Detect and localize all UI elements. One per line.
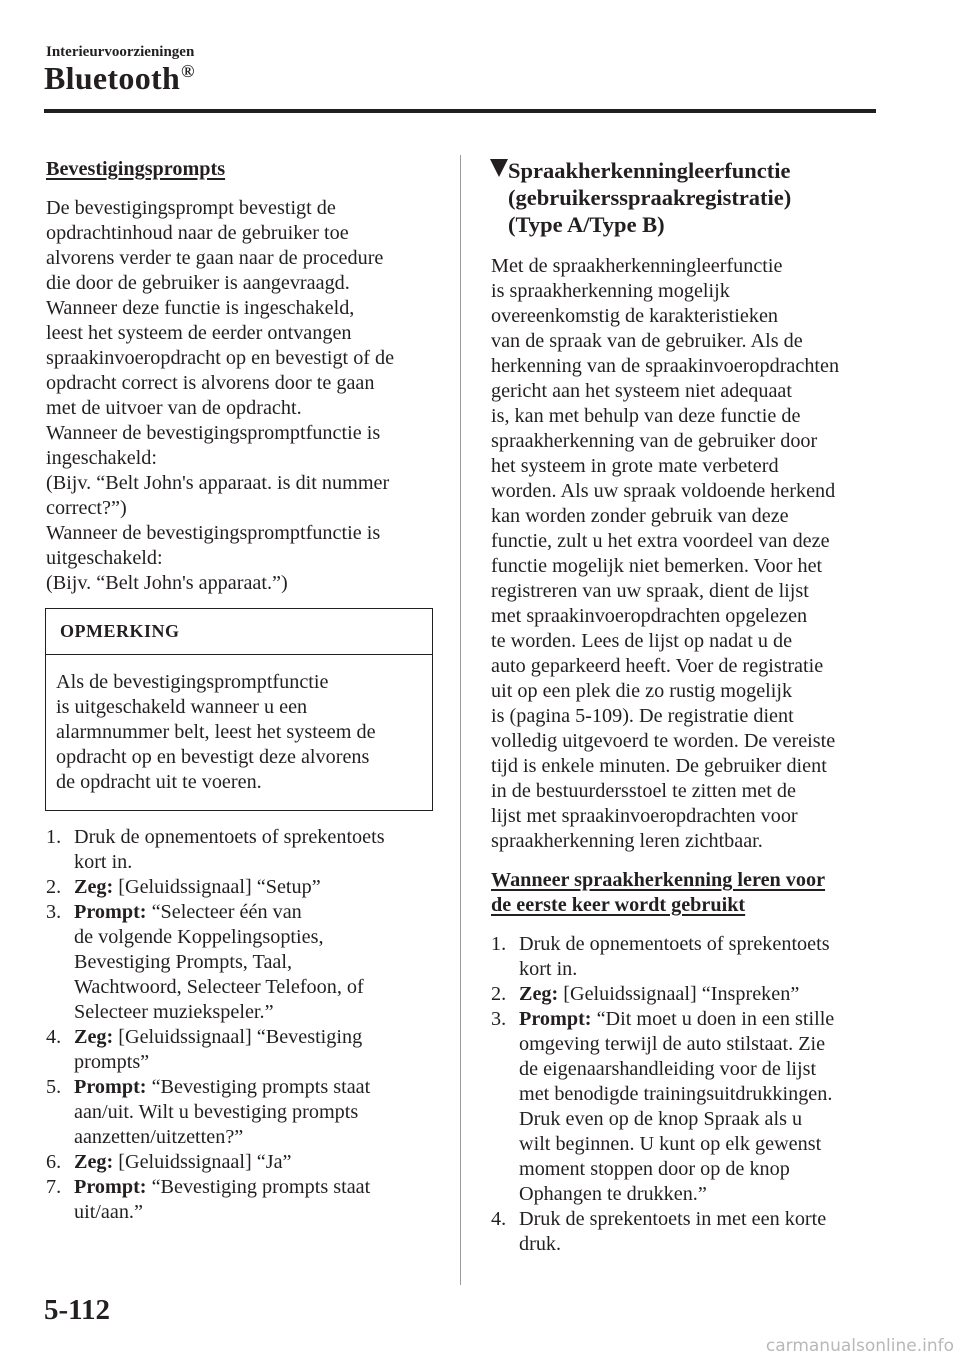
paragraph-line: Met de spraakherkenningleerfunctie xyxy=(491,255,783,277)
step-label: Prompt: xyxy=(519,1008,592,1030)
step-line xyxy=(74,900,438,925)
step-line: moment stoppen door op de knop xyxy=(519,1158,790,1180)
step-number: 2. xyxy=(46,876,62,898)
right-steps-list xyxy=(491,932,883,1257)
step-line: Druk even op de knop Spraak als u xyxy=(519,1108,803,1130)
voice-learning-text xyxy=(491,254,883,854)
step-number: 1. xyxy=(46,826,62,848)
paragraph-line: met de uitvoer van de opdracht. xyxy=(46,397,302,419)
paragraph-line: in de bestuurdersstoel te zitten met de xyxy=(491,780,796,802)
paragraph-line: te worden. Lees de lijst op nadat u de xyxy=(491,630,793,652)
step-number: 5. xyxy=(46,1076,62,1098)
watermark: carmanualsonline.info xyxy=(765,1336,954,1356)
step-label: Prompt: xyxy=(74,1176,147,1198)
paragraph-line: ingeschakeld: xyxy=(46,447,157,469)
page-title-text: Bluetooth xyxy=(44,60,181,96)
paragraph-line: is, kan met behulp van deze functie de xyxy=(491,405,801,427)
step-line xyxy=(74,1175,438,1200)
step-item xyxy=(46,1175,438,1225)
step-label: Zeg: xyxy=(519,983,559,1005)
confirmation-prompts-heading: Bevestigingsprompts xyxy=(46,158,226,180)
step-item xyxy=(46,1025,438,1075)
paragraph-line: De bevestigingsprompt bevestigt de xyxy=(46,197,336,219)
paragraph-line: functie, zult u het extra voordeel van deze xyxy=(491,530,830,552)
paragraph-line: van de spraak van de gebruiker. Als de xyxy=(491,330,803,352)
step-text: “Bevestiging prompts staat xyxy=(151,1076,371,1098)
paragraph-line: lijst met spraakinvoeropdrachten voor xyxy=(491,805,798,827)
step-label: Zeg: xyxy=(74,876,114,898)
step-item xyxy=(491,1007,883,1207)
section-title-line: Spraakherkenningleerfunctie xyxy=(508,158,791,183)
left-column xyxy=(46,157,438,1225)
paragraph-line: is spraakherkenning mogelijk xyxy=(491,280,730,302)
step-number: 3. xyxy=(491,1008,507,1030)
section-title-line: (Type A/Type B) xyxy=(508,212,665,237)
step-line: Druk de opnementoets of sprekentoets xyxy=(519,933,830,955)
step-text: “Selecteer één van xyxy=(151,901,302,923)
paragraph-line: met spraakinvoeropdrachten opgelezen xyxy=(491,605,808,627)
step-line: Druk de opnementoets of sprekentoets xyxy=(74,826,385,848)
paragraph-line: auto geparkeerd heeft. Voer de registratie xyxy=(491,655,824,677)
note-line: alarmnummer belt, leest het systeem de xyxy=(56,721,376,743)
step-text: “Bevestiging prompts staat xyxy=(151,1176,371,1198)
paragraph-line: registreren van uw spraak, dient de lijst xyxy=(491,580,809,602)
heading-line: de eerste keer wordt gebruikt xyxy=(491,894,746,916)
step-line: Druk de sprekentoets in met een korte xyxy=(519,1208,827,1230)
paragraph-line: Wanneer deze functie is ingeschakeld, xyxy=(46,297,355,319)
step-label: Prompt: xyxy=(74,1076,147,1098)
note-line: de opdracht uit te voeren. xyxy=(56,771,262,793)
step-number: 6. xyxy=(46,1151,62,1173)
step-line: kort in. xyxy=(519,958,578,980)
step-number: 7. xyxy=(46,1176,62,1198)
step-line: uit/aan.” xyxy=(74,1201,143,1223)
step-text: [Geluidssignaal] “Inspreken” xyxy=(563,983,800,1005)
step-item xyxy=(46,900,438,1025)
paragraph-line: gericht aan het systeem niet adequaat xyxy=(491,380,792,402)
step-label: Zeg: xyxy=(74,1026,114,1048)
right-column xyxy=(491,157,883,1257)
step-line xyxy=(74,1025,438,1050)
step-line: Ophangen te drukken.” xyxy=(519,1183,707,1205)
heading-line: Wanneer spraakherkenning leren voor xyxy=(491,869,826,891)
step-line xyxy=(519,1007,883,1032)
column-divider xyxy=(460,155,461,1285)
confirmation-prompts-text xyxy=(46,196,438,596)
paragraph-line: uit op een plek die zo rustig mogelijk xyxy=(491,680,793,702)
page-number: 5-112 xyxy=(44,1294,111,1326)
first-time-heading xyxy=(491,868,883,918)
step-item xyxy=(491,932,883,982)
paragraph-line: overeenkomstig de karakteristieken xyxy=(491,305,779,327)
header-rule xyxy=(44,109,876,113)
step-number: 4. xyxy=(491,1208,507,1230)
paragraph-line: worden. Als uw spraak voldoende herkend xyxy=(491,480,836,502)
paragraph-line: opdrachtinhoud naar de gebruiker toe xyxy=(46,222,349,244)
paragraph-line: alvorens verder te gaan naar de procedure xyxy=(46,247,384,269)
paragraph-line: uitgeschakeld: xyxy=(46,547,163,569)
step-line: prompts” xyxy=(74,1051,150,1073)
note-line: is uitgeschakeld wanneer u een xyxy=(56,696,308,718)
step-line: Bevestiging Prompts, Taal, xyxy=(74,951,293,973)
step-line: aanzetten/uitzetten?” xyxy=(74,1126,244,1148)
section-title-line: (gebruikersspraakregistratie) xyxy=(508,185,792,210)
section-triangle-icon xyxy=(490,159,508,177)
note-line: opdracht op en bevestigt deze alvorens xyxy=(56,746,370,768)
paragraph-line: correct?”) xyxy=(46,497,127,519)
step-number: 4. xyxy=(46,1026,62,1048)
step-item xyxy=(491,982,883,1007)
left-steps-list xyxy=(46,825,438,1225)
step-line: wilt beginnen. U kunt op elk gewenst xyxy=(519,1133,822,1155)
paragraph-line: (Bijv. “Belt John's apparaat.”) xyxy=(46,572,288,594)
paragraph-line: het systeem in grote mate verbeterd xyxy=(491,455,779,477)
step-text: [Geluidssignaal] “Ja” xyxy=(118,1151,292,1173)
step-line: kort in. xyxy=(74,851,133,873)
step-line xyxy=(74,1075,438,1100)
step-text: [Geluidssignaal] “Bevestiging xyxy=(118,1026,363,1048)
step-line: met benodigde trainingsuitdrukkingen. xyxy=(519,1083,833,1105)
note-title: OPMERKING xyxy=(46,609,432,655)
step-label: Prompt: xyxy=(74,901,147,923)
paragraph-line: volledig uitgevoerd te worden. De vereiste xyxy=(491,730,836,752)
paragraph-line: (Bijv. “Belt John's apparaat. is dit nummer xyxy=(46,472,390,494)
paragraph-line: kan worden zonder gebruik van deze xyxy=(491,505,789,527)
paragraph-line: opdracht correct is alvorens door te gaan xyxy=(46,372,375,394)
step-line: omgeving terwijl de auto stilstaat. Zie xyxy=(519,1033,826,1055)
step-number: 2. xyxy=(491,983,507,1005)
voice-learning-section-title xyxy=(491,157,883,238)
step-line: de volgende Koppelingsopties, xyxy=(74,926,324,948)
step-number: 1. xyxy=(491,933,507,955)
note-body xyxy=(46,655,432,810)
paragraph-line: Wanneer de bevestigingspromptfunctie is xyxy=(46,422,381,444)
section-label: Interieurvoorzieningen xyxy=(46,44,195,60)
step-text: [Geluidssignaal] “Setup” xyxy=(118,876,321,898)
page-title xyxy=(44,60,195,97)
paragraph-line: spraakherkenning van de gebruiker door xyxy=(491,430,818,452)
step-label: Zeg: xyxy=(74,1151,114,1173)
step-line xyxy=(74,875,438,900)
step-line xyxy=(74,1150,438,1175)
paragraph-line: herkenning van de spraakinvoeropdrachten xyxy=(491,355,840,377)
paragraph-line: tijd is enkele minuten. De gebruiker dient xyxy=(491,755,827,777)
step-line xyxy=(519,982,883,1007)
paragraph-line: is (pagina 5-109). De registratie dient xyxy=(491,705,794,727)
paragraph-line: Wanneer de bevestigingspromptfunctie is xyxy=(46,522,381,544)
step-line: Selecteer muziekspeler.” xyxy=(74,1001,274,1023)
paragraph-line: die door de gebruiker is aangevraagd. xyxy=(46,272,350,294)
step-line: aan/uit. Wilt u bevestiging prompts xyxy=(74,1101,359,1123)
step-text: “Dit moet u doen in een stille xyxy=(596,1008,835,1030)
step-number: 3. xyxy=(46,901,62,923)
note-box xyxy=(45,608,433,811)
step-line: de eigenaarshandleiding voor de lijst xyxy=(519,1058,817,1080)
step-item xyxy=(46,825,438,875)
step-item xyxy=(46,1150,438,1175)
step-item xyxy=(46,1075,438,1150)
step-item xyxy=(491,1207,883,1257)
note-line: Als de bevestigingspromptfunctie xyxy=(56,671,329,693)
paragraph-line: leest het systeem de eerder ontvangen xyxy=(46,322,352,344)
paragraph-line: spraakinvoeropdracht op en bevestigt of de xyxy=(46,347,395,369)
registered-mark: ® xyxy=(181,61,195,81)
step-line: druk. xyxy=(519,1233,562,1255)
paragraph-line: functie mogelijk niet bemerken. Voor het xyxy=(491,555,823,577)
step-line: Wachtwoord, Selecteer Telefoon, of xyxy=(74,976,364,998)
paragraph-line: spraakherkenning leren zichtbaar. xyxy=(491,830,763,852)
step-item xyxy=(46,875,438,900)
